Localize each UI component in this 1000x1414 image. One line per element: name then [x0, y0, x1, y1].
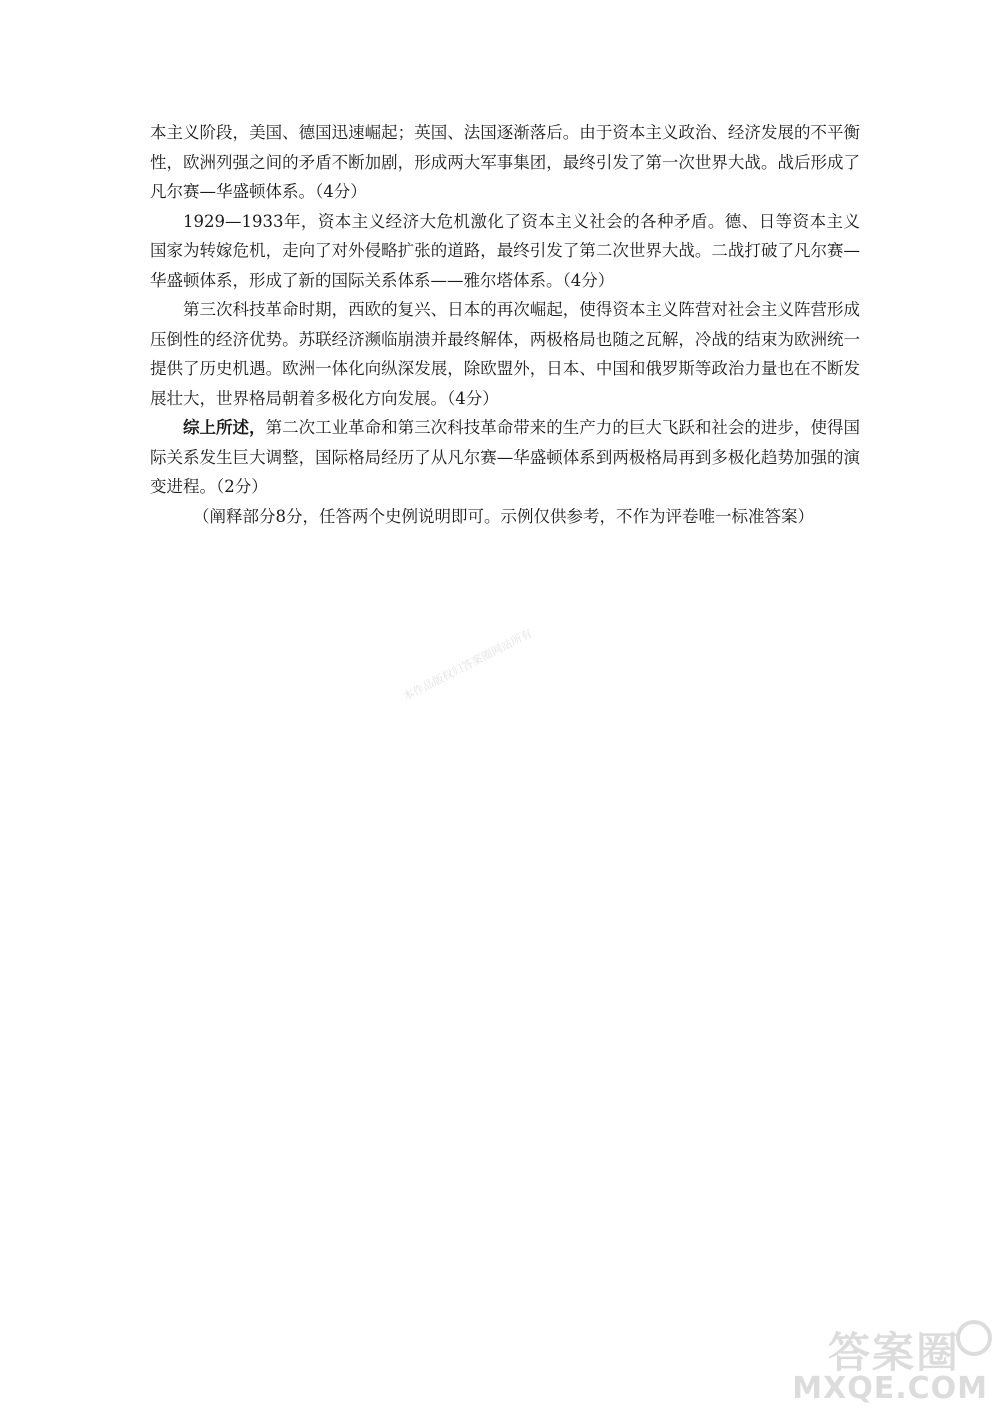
scoring-note: （阐释部分8分，任答两个史例说明即可。示例仅供参考，不作为评卷唯一标准答案） [193, 506, 814, 526]
summary-text: 第二次工业革命和第三次科技革命带来的生产力的巨大飞跃和社会的进步，使得国际关系发生巨大调整，国际格局经历了从凡尔赛—华盛顿体系到两极格局再到多极化趋势加强的演变进程。（2分） [150, 418, 860, 496]
logo-domain-text: MXQE.COM [792, 1371, 988, 1406]
summary-lead: 综上所述， [183, 418, 266, 437]
seal-icon [956, 1320, 992, 1356]
paragraph-4-summary [150, 413, 860, 502]
site-watermark-logo [732, 1320, 992, 1406]
paragraph-2: 1929—1933年，资本主义经济大危机激化了资本主义社会的各种矛盾。德、日等资本主义国家为转嫁危机，走向了对外侵略扩张的道路，最终引发了第二次世界大战。二战打破了凡尔赛—华盛顿体系，形成了新的国际关系体系——雅尔塔体系。（4分） [150, 211, 860, 290]
logo-chinese-text: 答案圈 [827, 1328, 960, 1377]
paragraph-3: 第三次科技革命时期，西欧的复兴、日本的再次崛起，使得资本主义阵营对社会主义阵营形成压倒性的经济优势。苏联经济濒临崩溃并最终解体，两极格局也随之瓦解，冷战的结束为欧洲统一提供了历史机遇。欧洲一体化向纵深发展，除欧盟外，日本、中国和俄罗斯等政治力量也在不断发展壮大，世界格局朝着多极化方向发展。（4分） [150, 300, 860, 408]
paragraph-1: 本主义阶段，美国、德国迅速崛起；英国、法国逐渐落后。由于资本主义政治、经济发展的不平衡性，欧洲列强之间的矛盾不断加剧，形成两大军事集团，最终引发了第一次世界大战。战后形成了凡尔赛—华盛顿体系。（4分） [150, 123, 860, 201]
center-watermark: 本作品版权归答案圈网站所有 [400, 626, 535, 704]
document-body [150, 118, 860, 531]
